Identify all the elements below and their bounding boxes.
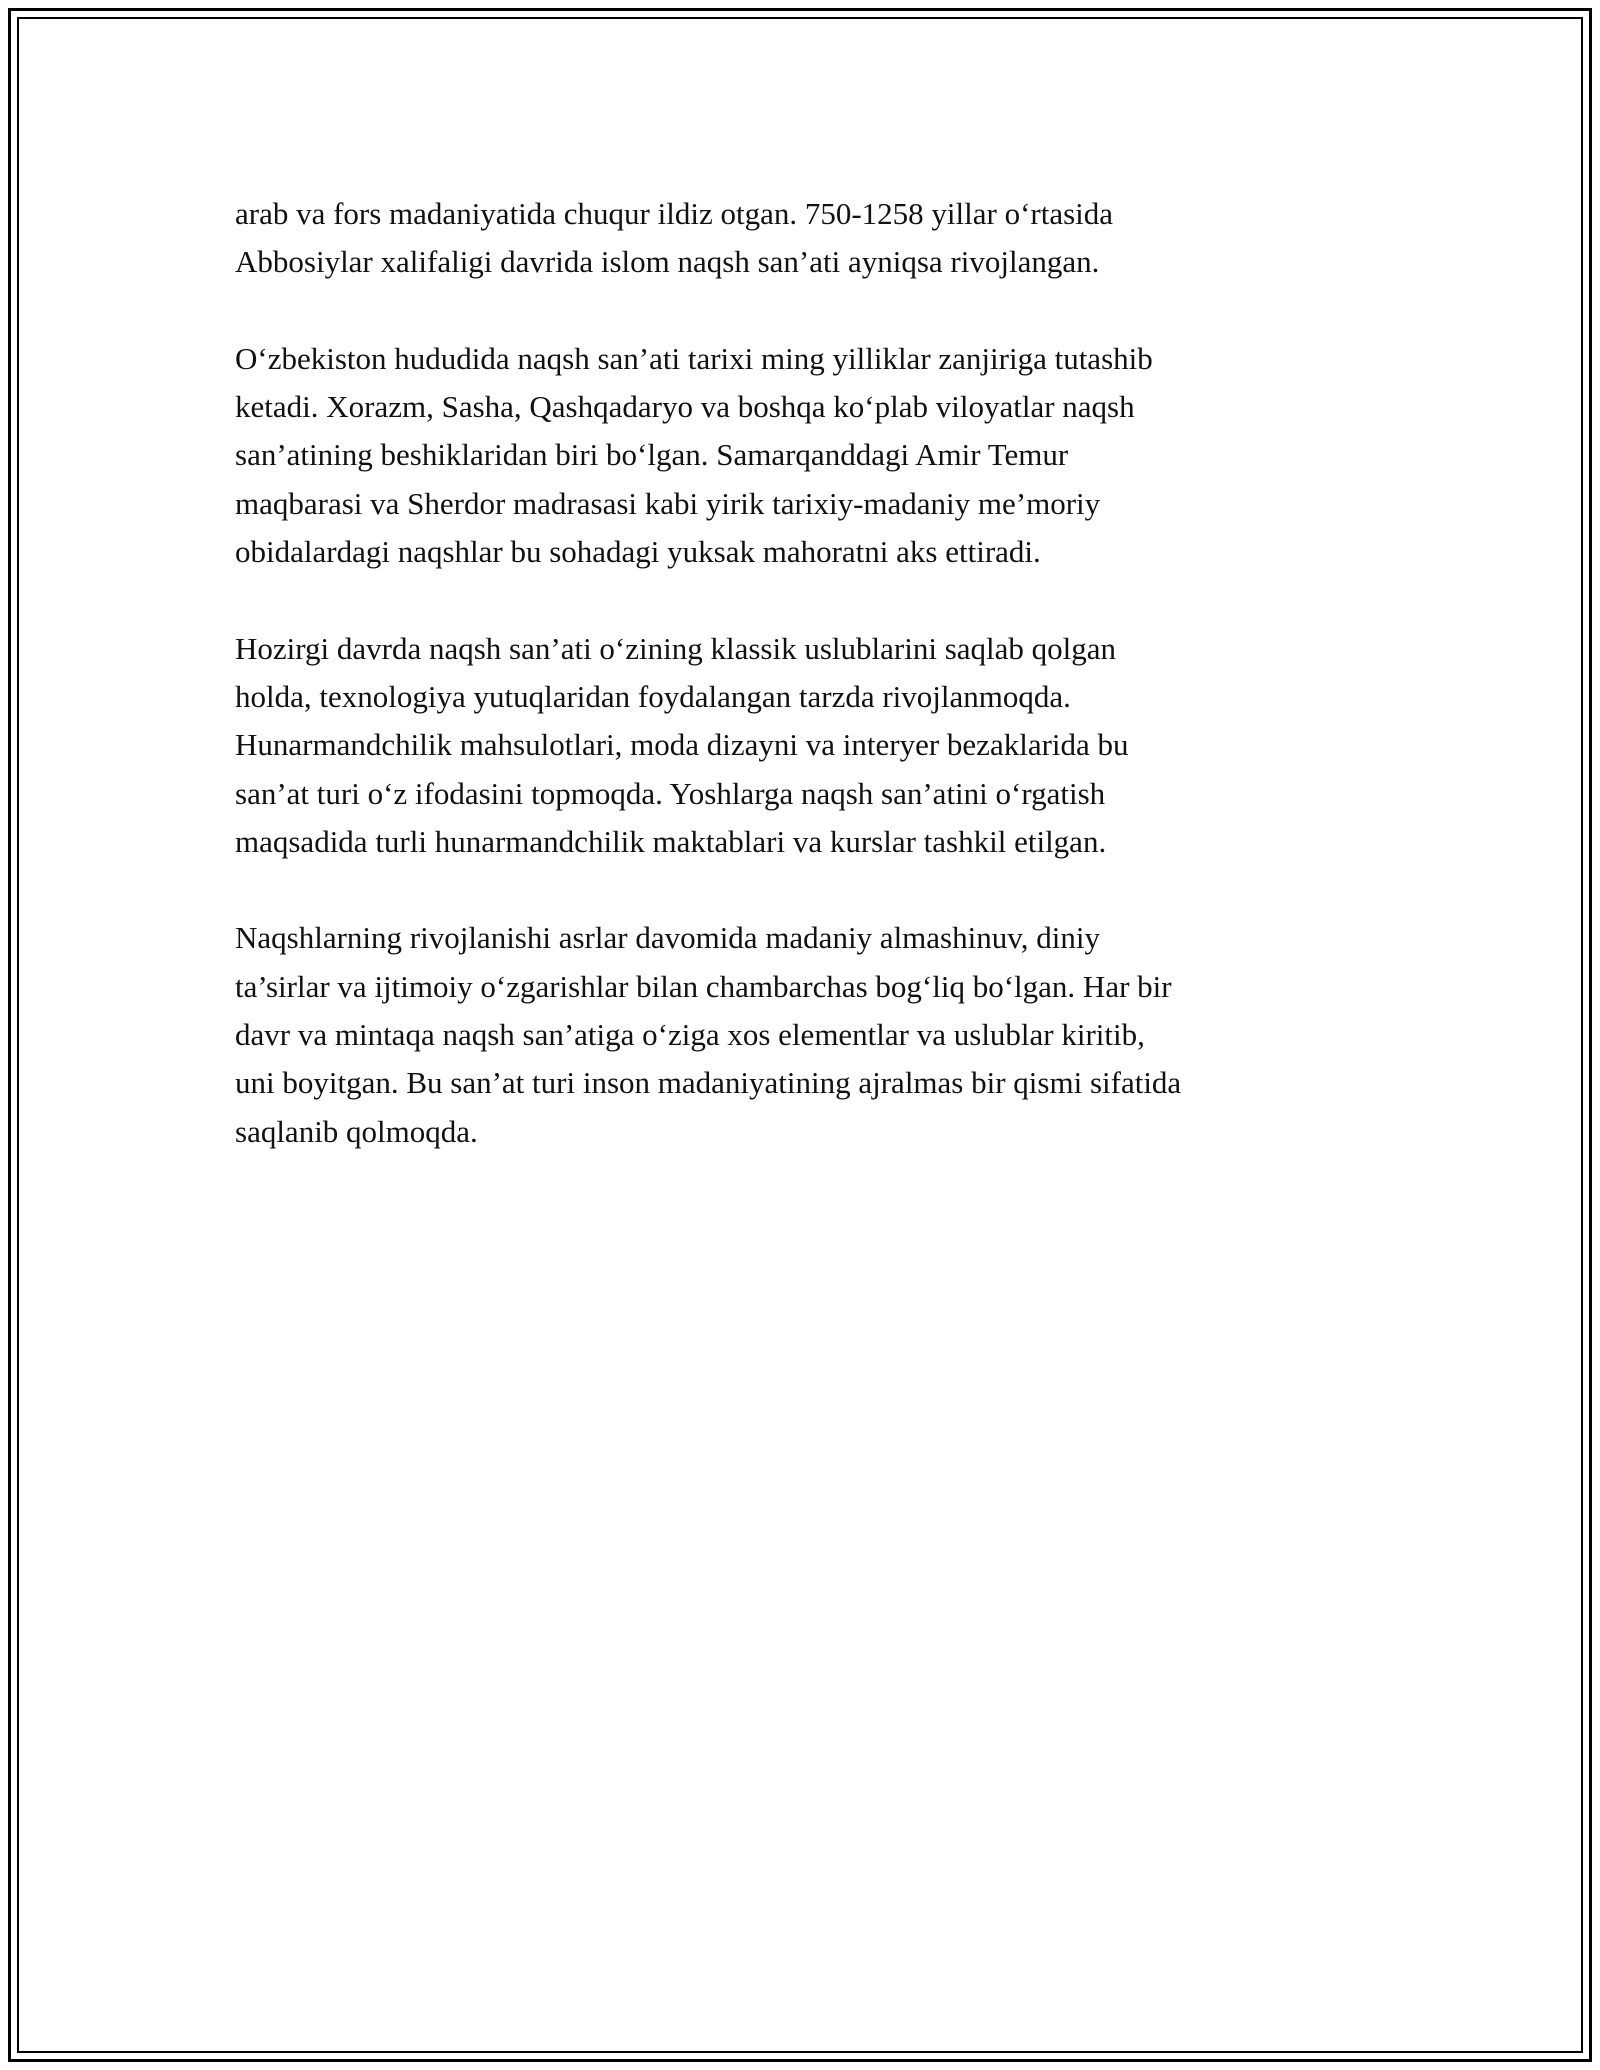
paragraph-cultural-development [235, 914, 1375, 1155]
text-line: san’at turi o‘z ifodasini topmoqda. Yoshlarga naqsh san’atini o‘rgatish [235, 775, 1106, 811]
text-line: Abbosiylar xalifaligi davrida islom naqsh san’ati ayniqsa rivojlangan. [235, 244, 1100, 280]
text-line: Hunarmandchilik mahsulotlari, moda dizayni va interyer bezaklarida bu [235, 727, 1129, 763]
paragraph-abbasid-history [235, 190, 1375, 287]
text-line: holda, texnologiya yutuqlaridan foydalangan tarzda rivojlanmoqda. [235, 678, 1071, 714]
text-line: Naqshlarning rivojlanishi asrlar davomida madaniy almashinuv, diniy [235, 920, 1100, 956]
text-line: uni boyitgan. Bu san’at turi inson madaniyatining ajralmas bir qismi sifatida [235, 1065, 1182, 1101]
text-line: maqbarasi va Sherdor madrasasi kabi yirik tarixiy-madaniy me’moriy [235, 485, 1101, 521]
text-line: saqlanib qolmoqda. [235, 1113, 478, 1149]
text-line: obidalardagi naqshlar bu sohadagi yuksak mahoratni aks ettiradi. [235, 534, 1041, 570]
text-line: san’atining beshiklaridan biri bo‘lgan. Samarqanddagi Amir Temur [235, 437, 1069, 473]
text-line: O‘zbekiston hududida naqsh san’ati tarixi ming yilliklar zanjiriga tutashib [235, 340, 1153, 376]
text-line: davr va mintaqa naqsh san’atiga o‘ziga xos elementlar va uslublar kiritib, [235, 1017, 1145, 1053]
paragraph-uzbekistan-history [235, 335, 1375, 576]
document-body [235, 190, 1375, 1204]
text-line: Hozirgi davrda naqsh san’ati o‘zining klassik uslublarini saqlab qolgan [235, 630, 1117, 666]
text-line: ketadi. Xorazm, Sasha, Qashqadaryo va boshqa ko‘plab viloyatlar naqsh [235, 389, 1135, 425]
text-line: ta’sirlar va ijtimoiy o‘zgarishlar bilan chambarchas bog‘liq bo‘lgan. Har bir [235, 968, 1172, 1004]
text-line: maqsadida turli hunarmandchilik maktablari va kurslar tashkil etilgan. [235, 823, 1107, 859]
text-line: arab va fors madaniyatida chuqur ildiz otgan. 750-1258 yillar o‘rtasida [235, 196, 1114, 231]
paragraph-modern-era [235, 625, 1375, 866]
